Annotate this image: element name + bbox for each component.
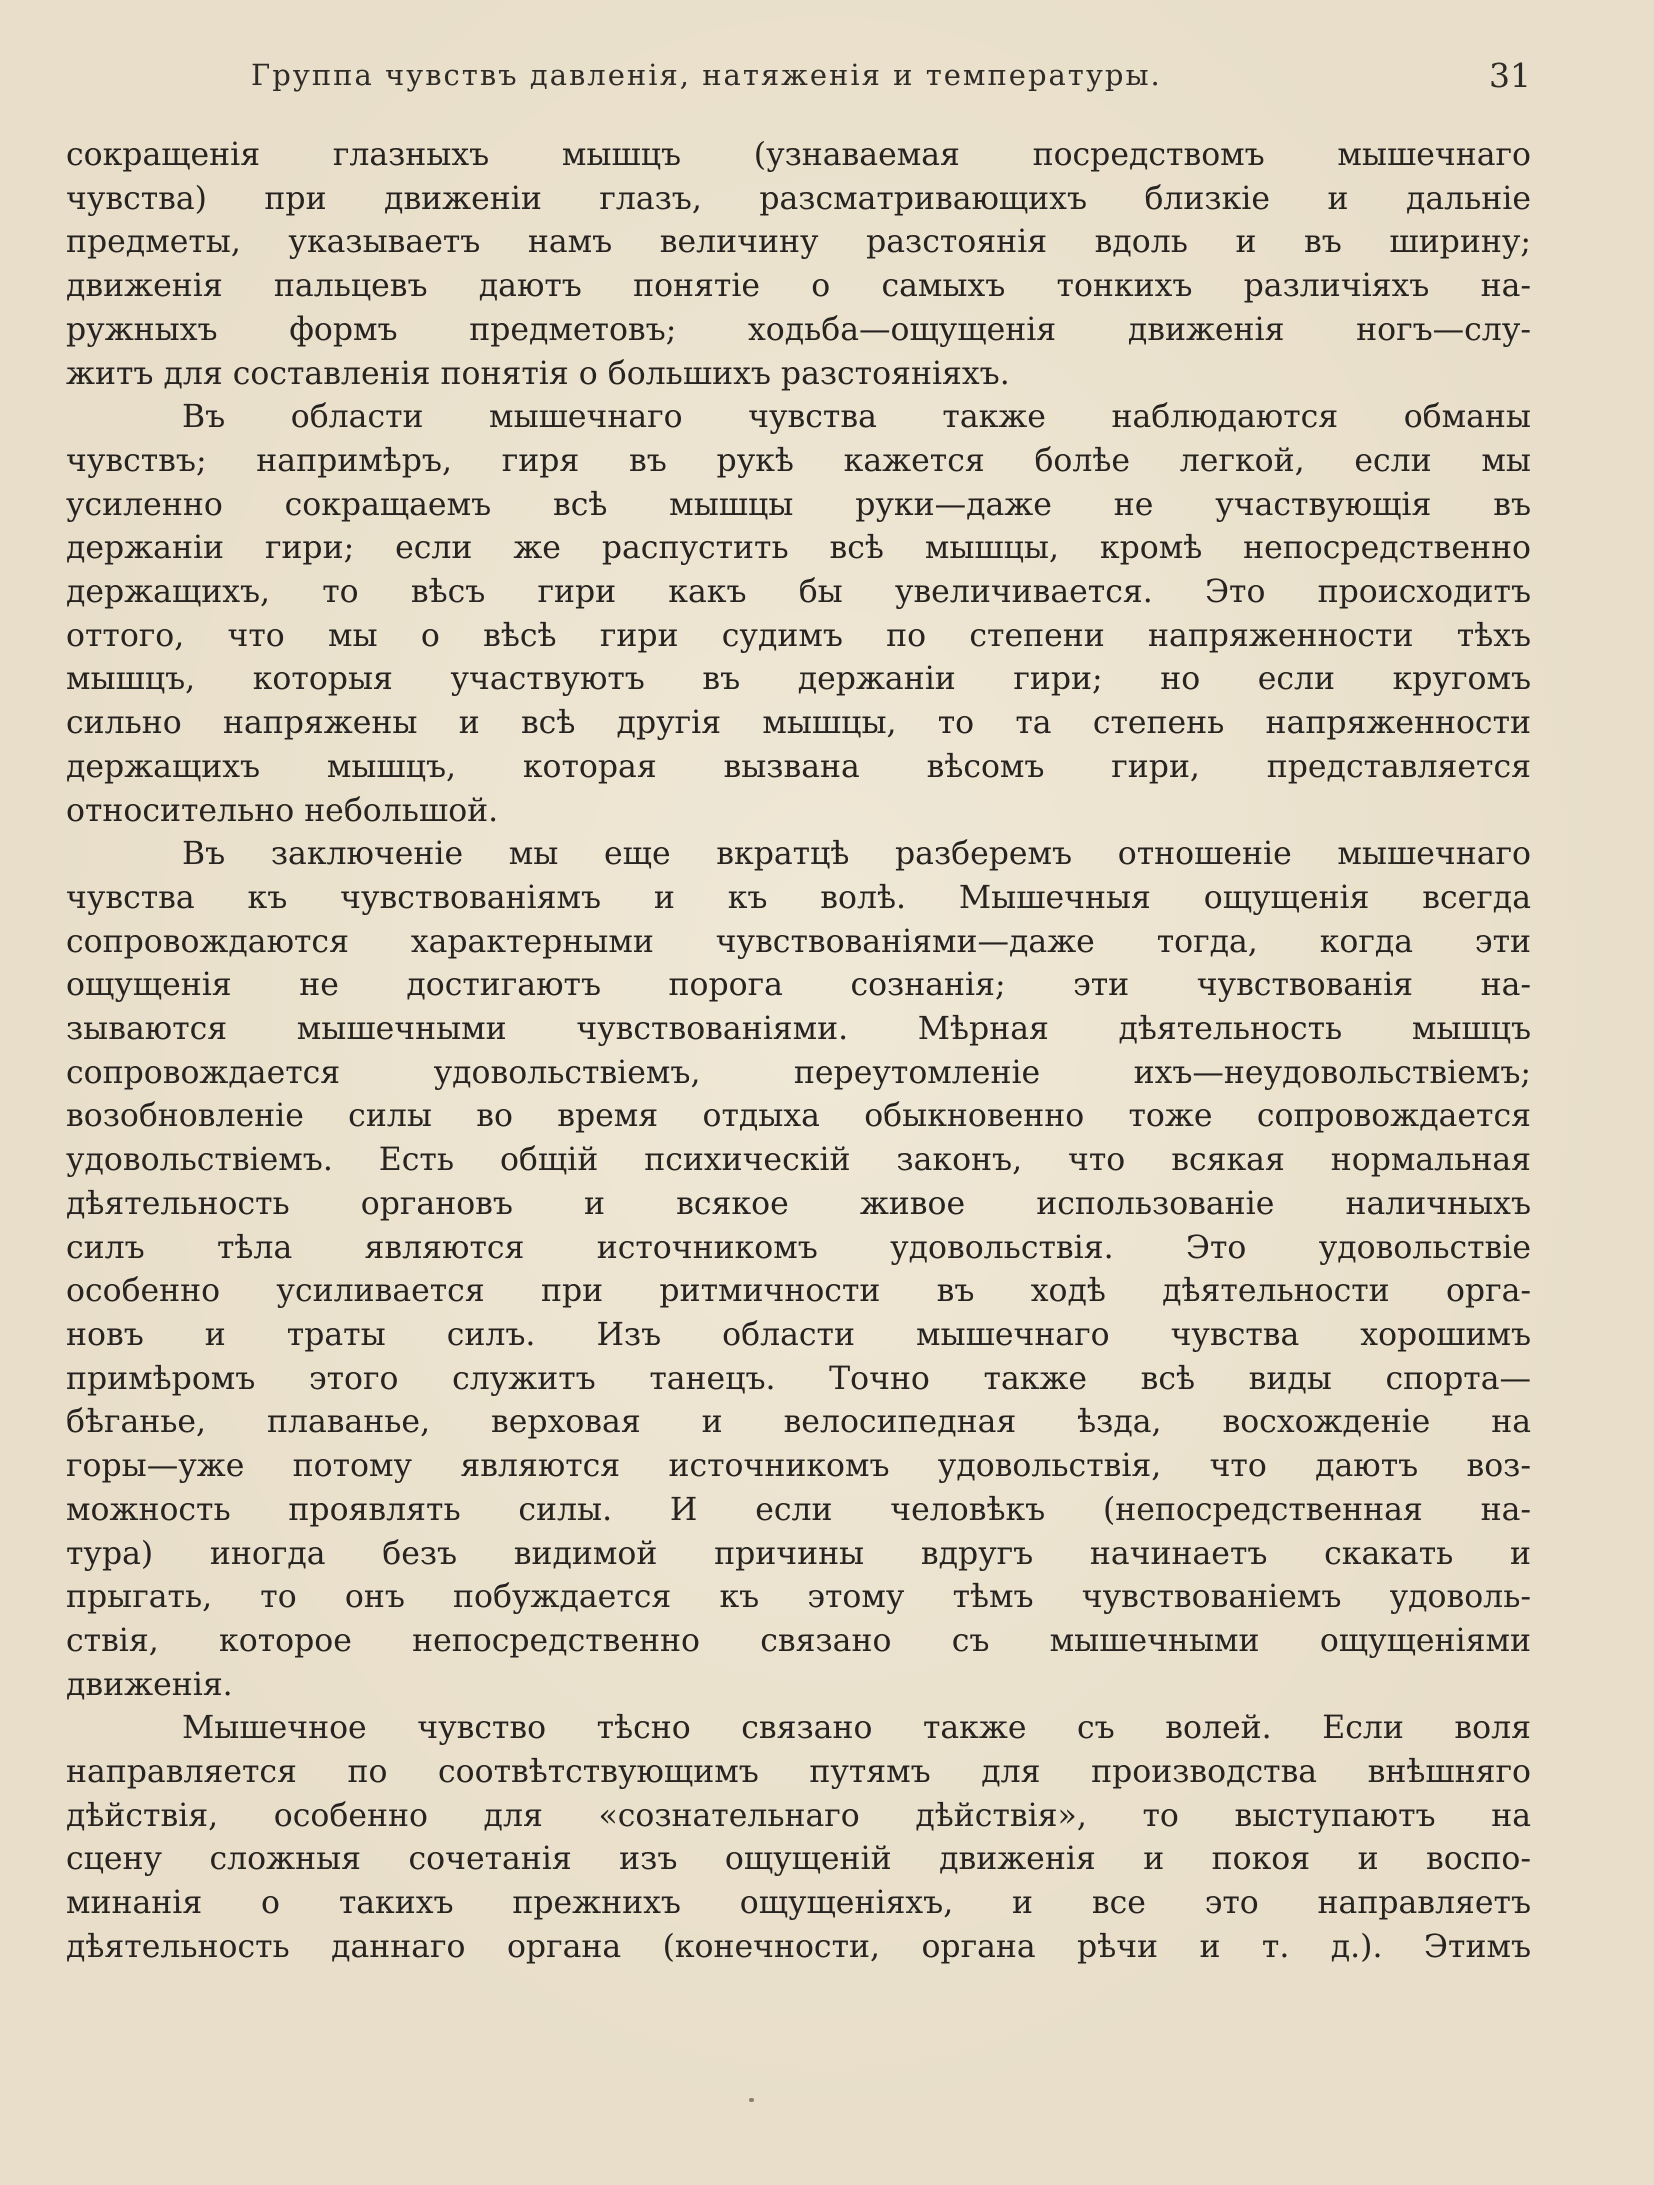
text-line: новъ и траты силъ. Изъ области мышечнаго чувства хорошимъ [66,1316,1531,1353]
print-speck [749,2098,754,2102]
text-line: минанія о такихъ прежнихъ ощущеніяхъ, и все это направляетъ [66,1885,1531,1922]
text-line: мышцъ, которыя участвуютъ въ держаніи гири; но если кругомъ [66,661,1531,698]
text-line: усиленно сокращаемъ всѣ мышцы руки—даже не участвующія въ [66,486,1531,523]
text-line: держащихъ, то вѣсъ гири какъ бы увеличивается. Это происходитъ [66,574,1531,611]
text-line: Мышечное чувство тѣсно связано также съ волей. Если воля [182,1710,1531,1747]
text-line: особенно усиливается при ритмичности въ ходѣ дѣятельности орга- [66,1273,1531,1310]
paragraph [66,1707,1531,1969]
text-line: дѣятельность органовъ и всякое живое использованіе наличныхъ [66,1185,1531,1222]
text-line: относительно небольшой. [66,792,499,829]
text-line: держащихъ мышцъ, которая вызвана вѣсомъ гири, представляется [66,748,1531,785]
paragraph [66,833,1531,1707]
text-line: тура) иногда безъ видимой причины вдругъ начинаетъ скакать и [66,1535,1531,1572]
text-line: ружныхъ формъ предметовъ; ходьба—ощущенія движенія ногъ—слу- [66,311,1531,348]
text-line: горы—уже потому являются источникомъ удовольствія, что даютъ воз- [66,1448,1531,1485]
text-line: сильно напряжены и всѣ другія мышцы, то та степень напряженности [66,705,1531,742]
text-line: сопровождается удовольствіемъ, переутомленіе ихъ—неудовольствіемъ; [66,1054,1531,1091]
text-line: чувства къ чувствованіямъ и къ волѣ. Мышечныя ощущенія всегда [66,879,1531,916]
text-line: сопровождаются характерными чувствованіями—даже тогда, когда эти [66,923,1531,960]
text-line: возобновленіе силы во время отдыха обыкновенно тоже сопровождается [66,1098,1531,1135]
text-line: предметы, указываетъ намъ величину разстоянія вдоль и въ ширину; [66,224,1531,261]
text-line: житъ для составленія понятія о большихъ разстояніяхъ. [66,355,1010,392]
text-line: зываются мышечными чувствованіями. Мѣрная дѣятельность мышцъ [66,1011,1531,1048]
body-text [66,134,1531,1970]
text-line: движенія пальцевъ даютъ понятіе о самыхъ тонкихъ различіяхъ на- [66,268,1531,305]
page-header [66,56,1531,106]
paragraph [66,396,1531,833]
text-line: чувства) при движеніи глазъ, разсматривающихъ близкіе и дальніе [66,180,1531,217]
text-line: движенія. [66,1666,233,1703]
text-line: ствія, которое непосредственно связано съ мышечными ощущеніями [66,1622,1531,1659]
text-line: сокращенія глазныхъ мышцъ (узнаваемая посредствомъ мышечнаго [66,137,1531,173]
text-line: удовольствіемъ. Есть общій психическій законъ, что всякая нормальная [66,1142,1531,1179]
text-line: ощущенія не достигаютъ порога сознанія; эти чувствованія на- [66,967,1531,1004]
text-line: сцену сложныя сочетанія изъ ощущеній движенія и покоя и воспо- [66,1841,1531,1878]
page-number: 31 [1489,56,1531,95]
text-line: дѣятельность даннаго органа (конечности, органа рѣчи и т. д.). Этимъ [66,1928,1531,1965]
text-line: оттого, что мы о вѣсѣ гири судимъ по степени напряженности тѣхъ [66,617,1531,654]
text-line: дѣйствія, особенно для «сознательнаго дѣйствія», то выступаютъ на [66,1797,1531,1834]
text-line: силъ тѣла являются источникомъ удовольствія. Это удовольствіе [66,1229,1531,1266]
text-line: Въ области мышечнаго чувства также наблюдаются обманы [182,399,1531,436]
running-title: Группа чувствъ давленія, натяженія и температуры. [251,58,1162,92]
text-line: Въ заключеніе мы еще вкратцѣ разберемъ отношеніе мышечнаго [182,836,1531,873]
text-line: бѣганье, плаванье, верховая и велосипедная ѣзда, восхожденіе на [66,1404,1531,1441]
text-line: держаніи гири; если же распустить всѣ мышцы, кромѣ непосредственно [66,530,1531,567]
text-line: можность проявлять силы. И если человѣкъ (непосредственная на- [66,1491,1531,1528]
text-line: направляется по соотвѣтствующимъ путямъ для производства внѣшняго [66,1754,1531,1791]
text-line: прыгать, то онъ побуждается къ этому тѣмъ чувствованіемъ удоволь- [66,1579,1531,1616]
text-line: чувствъ; напримѣръ, гиря въ рукѣ кажется болѣе легкой, если мы [66,442,1531,479]
text-line: примѣромъ этого служитъ танецъ. Точно также всѣ виды спорта— [66,1360,1531,1397]
paragraph [66,134,1531,396]
